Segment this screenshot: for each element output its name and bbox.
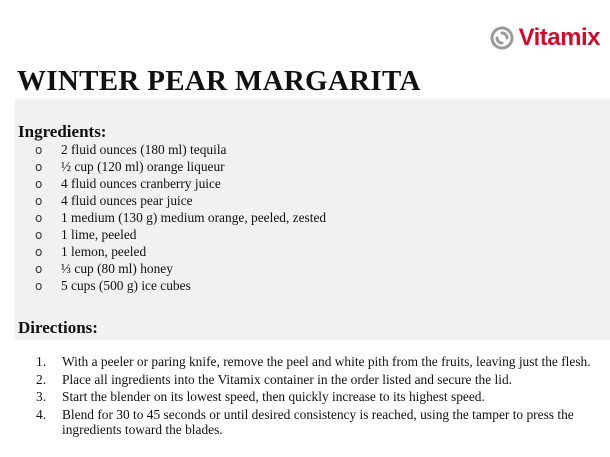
bullet-icon: o (35, 245, 43, 259)
ingredient-item (35, 277, 326, 294)
direction-step (36, 354, 606, 370)
step-number: 2. (36, 371, 47, 387)
bullet-icon: o (35, 143, 43, 157)
directions-list (36, 354, 606, 440)
ingredient-text: 2 fluid ounces (180 ml) tequila (61, 142, 227, 157)
ingredients-heading: Ingredients: (18, 122, 107, 141)
ingredient-text: 4 fluid ounces cranberry juice (61, 176, 221, 191)
ingredient-item (35, 209, 326, 226)
bullet-icon: o (35, 228, 43, 242)
recipe-title: WINTER PEAR MARGARITA (17, 65, 421, 97)
ingredient-text: 4 fluid ounces pear juice (61, 193, 193, 208)
direction-step (36, 372, 606, 388)
ingredients-list (35, 141, 326, 294)
step-text: Place all ingredients into the Vitamix container in the order listed and secure the lid. (62, 371, 513, 387)
ingredient-item (35, 158, 326, 175)
ingredient-text: 1 lime, peeled (61, 227, 137, 242)
directions-heading: Directions: (18, 318, 98, 337)
step-text: Start the blender on its lowest speed, then quickly increase to its highest speed. (62, 389, 485, 404)
step-number: 4. (36, 406, 47, 422)
step-number: 1. (36, 354, 47, 369)
ingredient-item (35, 192, 326, 209)
bullet-icon: o (35, 177, 43, 191)
ingredient-item (35, 226, 326, 243)
vitamix-logo (489, 24, 600, 52)
ingredient-item (35, 243, 326, 260)
ingredient-item (35, 141, 326, 158)
step-text: With a peeler or paring knife, remove the peel and white pith from the fruits, leaving just the flesh. (62, 354, 591, 369)
ingredient-text: 1 medium (130 g) medium orange, peeled, zested (61, 210, 327, 225)
bullet-icon: o (35, 160, 43, 174)
bullet-icon: o (35, 194, 43, 208)
direction-step (36, 389, 606, 405)
direction-step (36, 407, 606, 438)
swirl-icon (489, 25, 515, 51)
step-number: 3. (36, 389, 47, 404)
bullet-icon: o (35, 211, 43, 225)
logo-text: Vitamix (518, 24, 600, 51)
ingredient-item (35, 175, 326, 192)
bullet-icon: o (35, 262, 43, 276)
ingredient-item (35, 260, 326, 277)
ingredient-text: 1 lemon, peeled (61, 244, 147, 259)
ingredient-text: ⅓ cup (80 ml) honey (61, 261, 173, 276)
ingredient-text: ½ cup (120 ml) orange liqueur (61, 159, 225, 174)
ingredient-text: 5 cups (500 g) ice cubes (61, 278, 191, 293)
bullet-icon: o (35, 279, 43, 293)
step-text: Blend for 30 to 45 seconds or until desired consistency is reached, using the tamper to press the ingredients toward the blades. (62, 406, 574, 437)
